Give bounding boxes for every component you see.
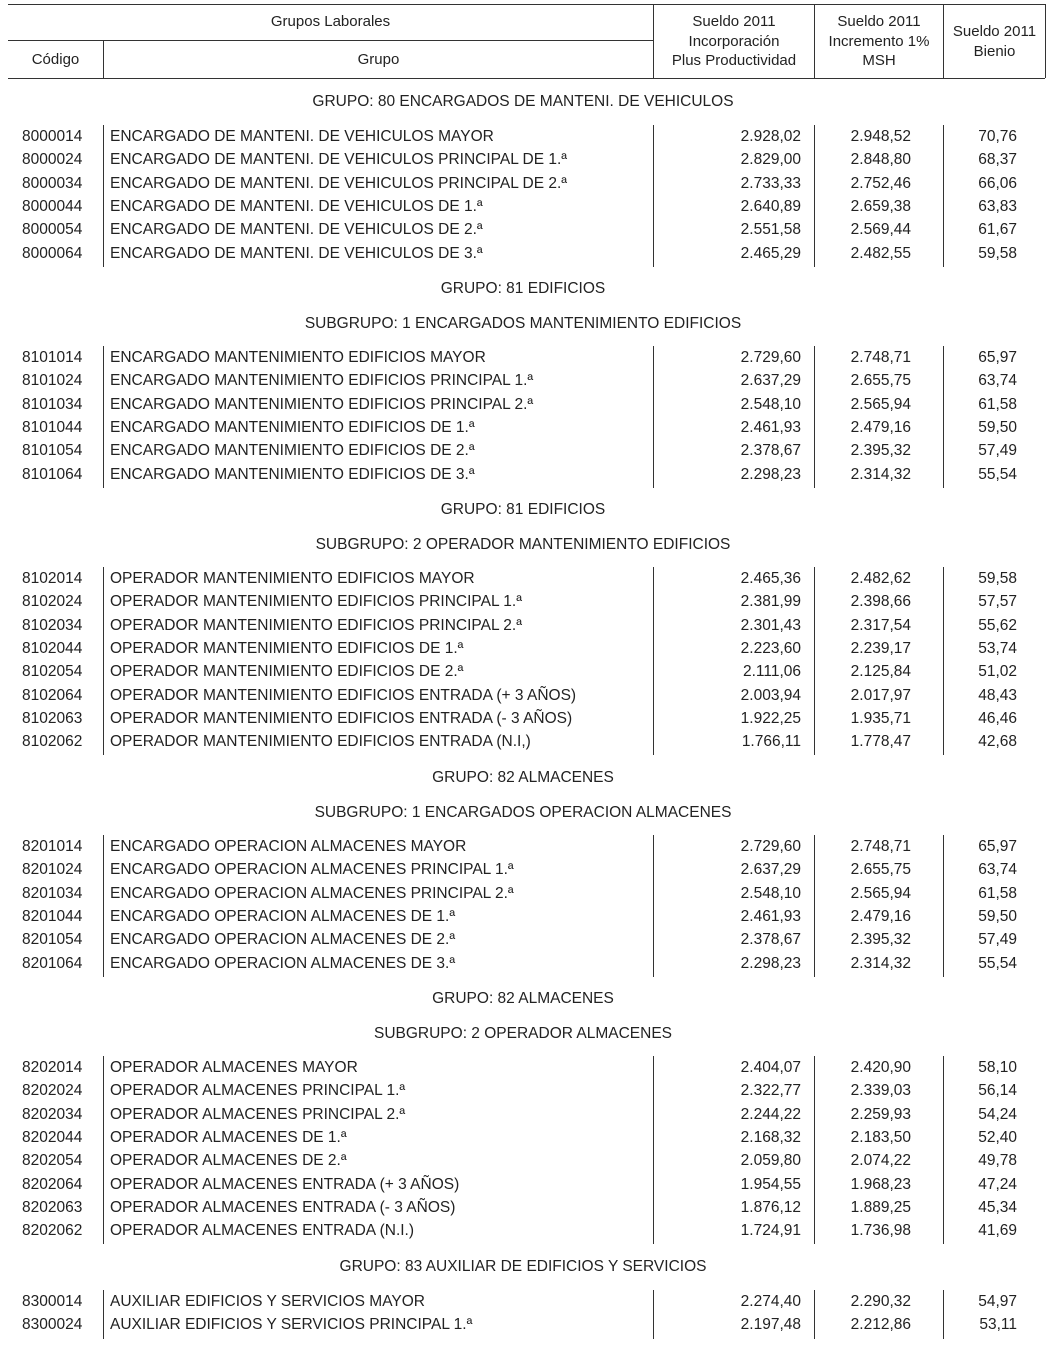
group-title: GRUPO: 80 ENCARGADOS DE MANTENI. DE VEHICULOS	[312, 93, 734, 110]
row-code: 8201064	[22, 955, 83, 972]
row-sueldo-incremento: 2.659,38	[850, 198, 911, 215]
subgroup-title: SUBGRUPO: 1 ENCARGADOS OPERACION ALMACENES	[314, 804, 732, 821]
row-code: 8202063	[22, 1199, 83, 1216]
header-col1-line1: Sueldo 2011	[692, 13, 776, 30]
row-sueldo-incremento: 2.420,90	[850, 1059, 911, 1076]
row-group-name: ENCARGADO MANTENIMIENTO EDIFICIOS MAYOR	[110, 349, 486, 366]
row-sueldo-incremento: 1.935,71	[850, 710, 911, 727]
row-sueldo-incremento: 2.848,80	[850, 151, 911, 168]
row-sueldo-bienio: 61,67	[978, 221, 1017, 238]
row-sueldo-incorporacion: 1.922,25	[740, 710, 801, 727]
row-group-name: OPERADOR ALMACENES PRINCIPAL 2.ª	[110, 1106, 406, 1123]
row-sueldo-bienio: 55,62	[978, 617, 1017, 634]
column-divider	[943, 125, 944, 267]
row-sueldo-incremento: 2.314,32	[850, 955, 911, 972]
row-sueldo-incorporacion: 2.301,43	[740, 617, 801, 634]
row-code: 8000054	[22, 221, 83, 238]
row-sueldo-incorporacion: 2.223,60	[740, 640, 801, 657]
column-divider	[943, 835, 944, 977]
row-group-name: ENCARGADO DE MANTENI. DE VEHICULOS DE 1.ª	[110, 198, 483, 215]
row-sueldo-incremento: 2.948,52	[850, 128, 911, 145]
row-sueldo-bienio: 56,14	[978, 1082, 1017, 1099]
row-sueldo-incremento: 2.565,94	[850, 396, 911, 413]
row-sueldo-bienio: 66,06	[978, 175, 1017, 192]
row-sueldo-incremento: 2.748,71	[850, 838, 911, 855]
row-group-name: ENCARGADO DE MANTENI. DE VEHICULOS DE 2.ª	[110, 221, 483, 238]
row-sueldo-bienio: 49,78	[978, 1152, 1017, 1169]
subgroup-title: SUBGRUPO: 1 ENCARGADOS MANTENIMIENTO EDIFICIOS	[304, 315, 742, 332]
row-sueldo-bienio: 68,37	[978, 151, 1017, 168]
row-code: 8000024	[22, 151, 83, 168]
column-divider	[943, 1290, 944, 1339]
row-sueldo-incorporacion: 1.954,55	[740, 1176, 801, 1193]
column-divider	[814, 1290, 815, 1339]
column-divider	[814, 125, 815, 267]
row-group-name: OPERADOR MANTENIMIENTO EDIFICIOS PRINCIPAL 2.ª	[110, 617, 522, 634]
row-sueldo-incremento: 2.655,75	[850, 861, 911, 878]
row-sueldo-incorporacion: 2.298,23	[740, 955, 801, 972]
row-sueldo-bienio: 59,58	[978, 570, 1017, 587]
row-code: 8102034	[22, 617, 83, 634]
column-divider	[814, 835, 815, 977]
row-code: 8102024	[22, 593, 83, 610]
header-divider	[1045, 4, 1046, 78]
row-sueldo-bienio: 57,49	[978, 931, 1017, 948]
row-code: 8201034	[22, 885, 83, 902]
row-group-name: OPERADOR ALMACENES DE 1.ª	[110, 1129, 347, 1146]
column-divider	[103, 1056, 104, 1244]
row-sueldo-incorporacion: 1.724,91	[740, 1222, 801, 1239]
row-group-name: OPERADOR MANTENIMIENTO EDIFICIOS ENTRADA (N.I,)	[110, 733, 531, 750]
header-col2-line2: Incremento 1%	[828, 33, 930, 50]
row-sueldo-bienio: 53,74	[978, 640, 1017, 657]
header-col3-line1: Sueldo 2011	[952, 23, 1037, 40]
column-divider	[103, 346, 104, 488]
row-code: 8300024	[22, 1316, 83, 1333]
row-sueldo-bienio: 63,74	[978, 861, 1017, 878]
row-group-name: OPERADOR MANTENIMIENTO EDIFICIOS MAYOR	[110, 570, 475, 587]
row-sueldo-bienio: 61,58	[978, 396, 1017, 413]
row-sueldo-incremento: 2.017,97	[850, 687, 911, 704]
row-group-name: ENCARGADO DE MANTENI. DE VEHICULOS PRINCIPAL DE 1.ª	[110, 151, 568, 168]
column-divider	[653, 1056, 654, 1244]
row-sueldo-bienio: 42,68	[978, 733, 1017, 750]
row-sueldo-incremento: 2.259,93	[850, 1106, 911, 1123]
row-code: 8000044	[22, 198, 83, 215]
row-sueldo-incorporacion: 2.465,29	[740, 245, 801, 262]
row-code: 8000034	[22, 175, 83, 192]
row-sueldo-incremento: 2.212,86	[850, 1316, 911, 1333]
group-title: GRUPO: 83 AUXILIAR DE EDIFICIOS Y SERVICIOS	[339, 1258, 707, 1275]
column-divider	[103, 125, 104, 267]
header-col1-line2: Incorporación	[688, 33, 780, 50]
row-group-name: ENCARGADO OPERACION ALMACENES DE 2.ª	[110, 931, 456, 948]
row-group-name: OPERADOR MANTENIMIENTO EDIFICIOS ENTRADA (+ 3 AÑOS)	[110, 687, 577, 704]
row-code: 8102064	[22, 687, 83, 704]
column-divider	[653, 835, 654, 977]
subgroup-title: SUBGRUPO: 2 OPERADOR ALMACENES	[373, 1025, 673, 1042]
row-group-name: ENCARGADO OPERACION ALMACENES MAYOR	[110, 838, 467, 855]
row-sueldo-incorporacion: 2.928,02	[740, 128, 801, 145]
row-sueldo-incorporacion: 1.876,12	[740, 1199, 801, 1216]
row-sueldo-incorporacion: 2.551,58	[740, 221, 801, 238]
row-code: 8101064	[22, 466, 83, 483]
row-group-name: AUXILIAR EDIFICIOS Y SERVICIOS PRINCIPAL 1.ª	[110, 1316, 473, 1333]
row-sueldo-bienio: 55,54	[978, 466, 1017, 483]
group-title: GRUPO: 82 ALMACENES	[432, 769, 614, 786]
column-divider	[103, 835, 104, 977]
row-sueldo-incorporacion: 2.003,94	[740, 687, 801, 704]
row-sueldo-incremento: 2.482,55	[850, 245, 911, 262]
row-sueldo-incremento: 1.736,98	[850, 1222, 911, 1239]
row-code: 8202062	[22, 1222, 83, 1239]
row-sueldo-incorporacion: 2.298,23	[740, 466, 801, 483]
row-sueldo-incremento: 2.479,16	[850, 419, 911, 436]
header-divider	[943, 4, 944, 78]
row-sueldo-incorporacion: 2.168,32	[740, 1129, 801, 1146]
row-group-name: ENCARGADO OPERACION ALMACENES DE 1.ª	[110, 908, 456, 925]
row-sueldo-incorporacion: 2.244,22	[740, 1106, 801, 1123]
row-sueldo-incorporacion: 2.729,60	[740, 349, 801, 366]
header-codigo: Código	[31, 51, 80, 68]
row-sueldo-incorporacion: 2.197,48	[740, 1316, 801, 1333]
row-group-name: ENCARGADO MANTENIMIENTO EDIFICIOS DE 3.ª	[110, 466, 475, 483]
row-code: 8102062	[22, 733, 83, 750]
row-sueldo-bienio: 59,58	[978, 245, 1017, 262]
row-sueldo-bienio: 59,50	[978, 419, 1017, 436]
row-sueldo-incremento: 2.339,03	[850, 1082, 911, 1099]
column-divider	[943, 346, 944, 488]
row-sueldo-incremento: 2.074,22	[850, 1152, 911, 1169]
column-divider	[943, 1056, 944, 1244]
row-sueldo-incremento: 2.479,16	[850, 908, 911, 925]
row-code: 8000064	[22, 245, 83, 262]
row-code: 8201024	[22, 861, 83, 878]
row-group-name: ENCARGADO OPERACION ALMACENES PRINCIPAL 2.ª	[110, 885, 514, 902]
group-title: GRUPO: 82 ALMACENES	[432, 990, 614, 1007]
row-sueldo-incorporacion: 2.404,07	[740, 1059, 801, 1076]
row-sueldo-bienio: 41,69	[978, 1222, 1017, 1239]
column-divider	[814, 346, 815, 488]
row-sueldo-incorporacion: 2.637,29	[740, 372, 801, 389]
row-sueldo-incorporacion: 2.111,06	[742, 663, 801, 680]
row-code: 8101034	[22, 396, 83, 413]
row-sueldo-bienio: 58,10	[978, 1059, 1017, 1076]
row-group-name: ENCARGADO OPERACION ALMACENES DE 3.ª	[110, 955, 456, 972]
row-code: 8101044	[22, 419, 83, 436]
row-sueldo-incremento: 2.398,66	[850, 593, 911, 610]
header-col2-line3: MSH	[862, 52, 896, 69]
row-sueldo-incremento: 2.395,32	[850, 442, 911, 459]
row-code: 8202064	[22, 1176, 83, 1193]
row-group-name: OPERADOR ALMACENES MAYOR	[110, 1059, 358, 1076]
row-code: 8201054	[22, 931, 83, 948]
row-code: 8000014	[22, 128, 83, 145]
row-sueldo-incorporacion: 2.378,67	[740, 931, 801, 948]
row-sueldo-bienio: 46,46	[978, 710, 1017, 727]
row-sueldo-incorporacion: 2.465,36	[740, 570, 801, 587]
row-group-name: ENCARGADO MANTENIMIENTO EDIFICIOS DE 2.ª	[110, 442, 475, 459]
row-sueldo-incremento: 2.317,54	[850, 617, 911, 634]
row-sueldo-bienio: 54,97	[978, 1293, 1017, 1310]
row-sueldo-incremento: 1.968,23	[850, 1176, 911, 1193]
row-code: 8202034	[22, 1106, 83, 1123]
row-sueldo-bienio: 45,34	[978, 1199, 1017, 1216]
row-group-name: OPERADOR MANTENIMIENTO EDIFICIOS ENTRADA (- 3 AÑOS)	[110, 710, 573, 727]
row-sueldo-incorporacion: 2.640,89	[740, 198, 801, 215]
row-code: 8202014	[22, 1059, 83, 1076]
row-sueldo-bienio: 51,02	[978, 663, 1017, 680]
column-divider	[814, 1056, 815, 1244]
column-divider	[103, 1290, 104, 1339]
row-group-name: OPERADOR ALMACENES ENTRADA (- 3 AÑOS)	[110, 1199, 456, 1216]
row-group-name: ENCARGADO MANTENIMIENTO EDIFICIOS DE 1.ª	[110, 419, 475, 436]
column-divider	[653, 346, 654, 488]
row-group-name: ENCARGADO DE MANTENI. DE VEHICULOS DE 3.ª	[110, 245, 483, 262]
row-code: 8102054	[22, 663, 83, 680]
row-sueldo-incremento: 2.183,50	[850, 1129, 911, 1146]
row-sueldo-incremento: 2.314,32	[850, 466, 911, 483]
row-sueldo-incorporacion: 2.381,99	[740, 593, 801, 610]
row-group-name: ENCARGADO MANTENIMIENTO EDIFICIOS PRINCIPAL 1.ª	[110, 372, 534, 389]
row-sueldo-bienio: 63,83	[978, 198, 1017, 215]
row-sueldo-incremento: 2.125,84	[850, 663, 911, 680]
row-sueldo-bienio: 52,40	[978, 1129, 1017, 1146]
row-code: 8202024	[22, 1082, 83, 1099]
row-sueldo-bienio: 54,24	[978, 1106, 1017, 1123]
header-bottom-rule	[8, 78, 1045, 79]
row-code: 8102014	[22, 570, 83, 587]
header-grupos-laborales: Grupos Laborales	[270, 13, 391, 30]
row-sueldo-incremento: 2.748,71	[850, 349, 911, 366]
column-divider	[653, 125, 654, 267]
column-divider	[103, 567, 104, 755]
row-sueldo-bienio: 65,97	[978, 838, 1017, 855]
row-group-name: ENCARGADO OPERACION ALMACENES PRINCIPAL 1.ª	[110, 861, 514, 878]
row-sueldo-bienio: 57,49	[978, 442, 1017, 459]
row-sueldo-bienio: 63,74	[978, 372, 1017, 389]
row-sueldo-bienio: 47,24	[978, 1176, 1017, 1193]
row-sueldo-bienio: 61,58	[978, 885, 1017, 902]
row-code: 8101054	[22, 442, 83, 459]
header-top-rule	[8, 4, 1045, 5]
row-sueldo-incremento: 1.889,25	[850, 1199, 911, 1216]
row-code: 8300014	[22, 1293, 83, 1310]
row-group-name: OPERADOR MANTENIMIENTO EDIFICIOS PRINCIPAL 1.ª	[110, 593, 522, 610]
subgroup-title: SUBGRUPO: 2 OPERADOR MANTENIMIENTO EDIFICIOS	[315, 536, 731, 553]
row-sueldo-incremento: 2.752,46	[850, 175, 911, 192]
header-grupo: Grupo	[357, 51, 400, 68]
row-group-name: OPERADOR MANTENIMIENTO EDIFICIOS DE 1.ª	[110, 640, 464, 657]
row-sueldo-incorporacion: 2.322,77	[740, 1082, 801, 1099]
row-code: 8102044	[22, 640, 83, 657]
row-sueldo-incorporacion: 2.733,33	[740, 175, 801, 192]
column-divider	[943, 567, 944, 755]
row-code: 8202044	[22, 1129, 83, 1146]
row-sueldo-incorporacion: 2.378,67	[740, 442, 801, 459]
header-col2-line1: Sueldo 2011	[837, 13, 921, 30]
column-divider	[653, 567, 654, 755]
row-sueldo-incremento: 2.290,32	[850, 1293, 911, 1310]
row-sueldo-incorporacion: 2.729,60	[740, 838, 801, 855]
group-title: GRUPO: 81 EDIFICIOS	[440, 280, 606, 297]
row-sueldo-incremento: 2.569,44	[850, 221, 911, 238]
row-sueldo-incremento: 2.482,62	[850, 570, 911, 587]
row-sueldo-incremento: 1.778,47	[850, 733, 911, 750]
header-col1-line3: Plus Productividad	[671, 52, 797, 69]
header-mid-rule	[8, 40, 653, 41]
column-divider	[653, 1290, 654, 1339]
row-sueldo-incorporacion: 2.274,40	[740, 1293, 801, 1310]
row-sueldo-incorporacion: 2.461,93	[740, 419, 801, 436]
row-sueldo-incorporacion: 2.548,10	[740, 396, 801, 413]
header-col3-line2: Bienio	[973, 43, 1016, 60]
row-sueldo-incorporacion: 2.829,00	[740, 151, 801, 168]
row-code: 8202054	[22, 1152, 83, 1169]
row-sueldo-bienio: 59,50	[978, 908, 1017, 925]
group-title: GRUPO: 81 EDIFICIOS	[440, 501, 606, 518]
row-group-name: ENCARGADO MANTENIMIENTO EDIFICIOS PRINCIPAL 2.ª	[110, 396, 534, 413]
row-group-name: OPERADOR MANTENIMIENTO EDIFICIOS DE 2.ª	[110, 663, 464, 680]
row-sueldo-incremento: 2.239,17	[850, 640, 911, 657]
row-group-name: OPERADOR ALMACENES ENTRADA (+ 3 AÑOS)	[110, 1176, 460, 1193]
row-sueldo-bienio: 48,43	[978, 687, 1017, 704]
row-sueldo-bienio: 70,76	[978, 128, 1017, 145]
row-group-name: OPERADOR ALMACENES PRINCIPAL 1.ª	[110, 1082, 406, 1099]
row-sueldo-bienio: 57,57	[978, 593, 1017, 610]
row-sueldo-bienio: 65,97	[978, 349, 1017, 366]
row-sueldo-incremento: 2.655,75	[850, 372, 911, 389]
row-code: 8201014	[22, 838, 83, 855]
row-code: 8102063	[22, 710, 83, 727]
row-sueldo-incremento: 2.395,32	[850, 931, 911, 948]
row-code: 8201044	[22, 908, 83, 925]
column-divider	[814, 567, 815, 755]
row-sueldo-incorporacion: 2.637,29	[740, 861, 801, 878]
row-sueldo-bienio: 53,11	[979, 1316, 1017, 1333]
row-sueldo-incorporacion: 1.766,11	[741, 733, 801, 750]
row-sueldo-incorporacion: 2.461,93	[740, 908, 801, 925]
row-group-name: OPERADOR ALMACENES ENTRADA (N.I.)	[110, 1222, 415, 1239]
row-group-name: AUXILIAR EDIFICIOS Y SERVICIOS MAYOR	[110, 1293, 425, 1310]
row-group-name: ENCARGADO DE MANTENI. DE VEHICULOS PRINCIPAL DE 2.ª	[110, 175, 568, 192]
row-group-name: OPERADOR ALMACENES DE 2.ª	[110, 1152, 347, 1169]
row-sueldo-incorporacion: 2.059,80	[740, 1152, 801, 1169]
row-group-name: ENCARGADO DE MANTENI. DE VEHICULOS MAYOR	[110, 128, 494, 145]
row-sueldo-incorporacion: 2.548,10	[740, 885, 801, 902]
row-code: 8101024	[22, 372, 83, 389]
row-code: 8101014	[22, 349, 83, 366]
row-sueldo-bienio: 55,54	[978, 955, 1017, 972]
row-sueldo-incremento: 2.565,94	[850, 885, 911, 902]
